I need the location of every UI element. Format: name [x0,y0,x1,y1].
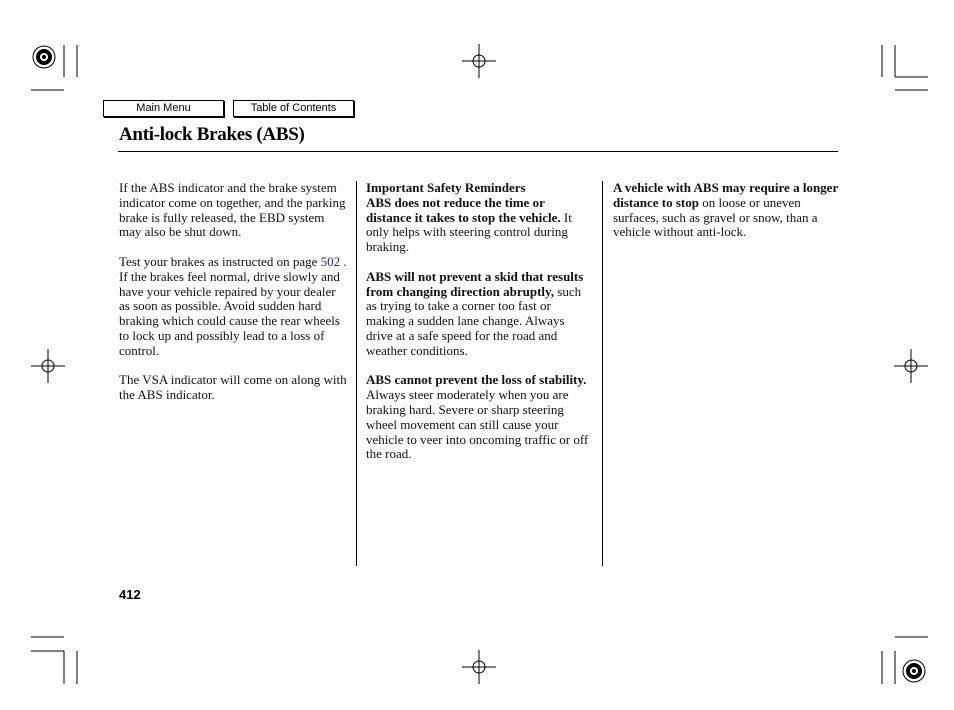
paragraph-vsa: The VSA indicator will come on along with the ABS indicator. [119,372,347,403]
paragraph-text: Test your brakes as instructed on page [119,253,318,269]
paragraph-text: on loose or uneven surfaces, such as gravel or snow, than a vehicle without anti-lock. [613,194,818,240]
registration-target-bottom-right [903,660,925,682]
registration-target-top-left [33,46,55,68]
safety-reminders-heading: Important Safety Reminders [366,180,526,195]
page-number: 412 [119,587,141,602]
column-divider [602,181,603,566]
paragraph-ebd: If the ABS indicator and the brake system indicator come on together, and the parking brake is fully released, the EBD system may also be shut down. [119,180,346,240]
title-rule [118,151,838,152]
paragraph-text: such as trying to take a corner too fast or making a sudden lane change. Always drive at a safe speed for the road and weather conditions. [366,283,582,358]
column-left [119,181,347,418]
paragraph-text: . If the brakes feel normal, drive slowly and have your vehicle repaired by your dealer as soon as possible. Avoid sudden hard braking which could cause the rear wheels to lock up and possibly lead to a loss of control. [119,253,347,358]
bold-statement: A vehicle with ABS may require a longer distance to stop [613,180,838,210]
page-link-502[interactable]: 502 [320,253,341,269]
table-of-contents-button[interactable]: Table of Contents [233,100,354,117]
bold-statement: ABS does not reduce the time or distance it takes to stop the vehicle. [366,194,561,225]
column-divider [356,181,357,566]
paragraph-test-brakes [119,255,347,359]
paragraph-text: Always steer moderately when you are braking hard. Severe or sharp steering wheel movement can still cause your vehicle to veer into oncoming traffic or off the road. [366,387,589,462]
column-middle [366,181,592,477]
bold-statement: ABS will not prevent a skid that results from changing direction abruptly, [366,268,584,299]
paragraph-text: It only helps with steering control during braking. [366,209,572,255]
bold-statement: ABS cannot prevent the loss of stability. [366,372,587,388]
page-title: Anti-lock Brakes (ABS) [119,124,305,145]
main-menu-button[interactable]: Main Menu [103,100,224,117]
column-right [613,181,839,255]
